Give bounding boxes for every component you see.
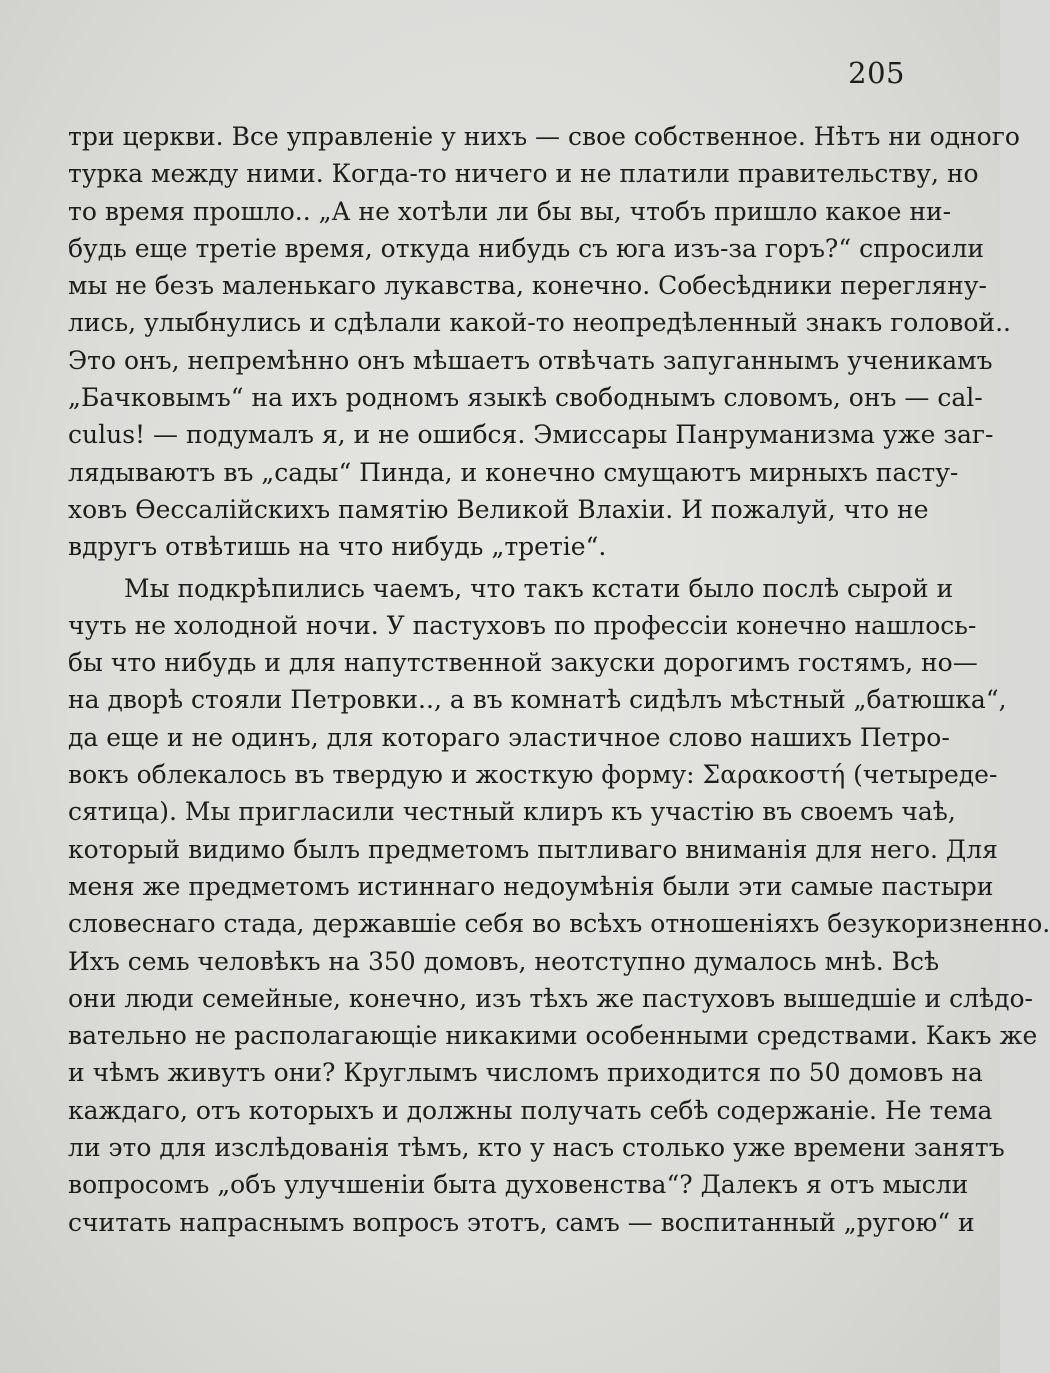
text-line: и чѣмъ живутъ они? Круглымъ числомъ приходится по 50 домовъ на	[68, 1058, 983, 1088]
text-line: лись, улыбнулись и сдѣлали какой-то неопредѣленный знакъ головой..	[68, 308, 1011, 338]
text-line: сятица). Мы пригласили честный клиръ къ участію въ своемъ чаѣ,	[68, 797, 956, 827]
text-line: ховъ Ѳессалійскихъ памятію Великой Влахіи. И пожалуй, что не	[68, 494, 929, 524]
text-line: да еще и не одинъ, для котораго эластичное слово нашихъ Петро-	[68, 722, 950, 752]
text-line: меня же предметомъ истиннаго недоумѣнія были эти самые пастыри	[68, 871, 994, 901]
text-line: „Бачковымъ“ на ихъ родномъ языкѣ свободнымъ словомъ, онъ — cal-	[68, 383, 983, 413]
paragraph-end-line: вдругъ отвѣтишь на что нибудь „третіе“.	[68, 532, 607, 562]
text-line: который видимо былъ предметомъ пытливаго вниманія для него. Для	[68, 834, 998, 864]
text-line: мы не безъ маленькаго лукавства, конечно. Собесѣдники перегляну-	[68, 271, 988, 301]
text-line: culus! — подумалъ я, и не ошибся. Эмиссары Панруманизма уже заг-	[68, 420, 994, 450]
text-line: то время прошло.. „А не хотѣли ли бы вы, чтобъ пришло какое ни-	[68, 196, 952, 226]
text-line: они люди семейные, конечно, изъ тѣхъ же пастуховъ вышедшіе и слѣдо-	[68, 983, 1033, 1013]
text-line: ли это для изслѣдованія тѣмъ, кто у насъ столько уже времени занятъ	[68, 1133, 1005, 1163]
body-text	[68, 118, 1050, 1241]
text-line: считать напраснымъ вопросъ этотъ, самъ — воспитанный „ругою“ и	[68, 1207, 975, 1237]
text-line: лядываютъ въ „сады“ Пинда, и конечно смущаютъ мирныхъ пасту-	[68, 457, 959, 487]
page-number: 205	[848, 56, 905, 90]
text-line: турка между ними. Когда-то ничего и не платили правительству, но	[68, 159, 979, 189]
text-line: вопросомъ „объ улучшеніи быта духовенства“? Далекъ я отъ мысли	[68, 1170, 969, 1200]
text-line: бы что нибудь и для напутственной закуски дорогимъ гостямъ, но—	[68, 648, 978, 678]
text-line: на дворѣ стояли Петровки.., а въ комнатѣ сидѣлъ мѣстный „батюшка“,	[68, 685, 1007, 715]
text-line: вательно не располагающіе никакими особенными средствами. Какъ же	[68, 1021, 1038, 1051]
text-line: будь еще третіе время, откуда нибудь съ юга изъ-за горъ?“ спросили	[68, 233, 984, 263]
text-line: Это онъ, непремѣнно онъ мѣшаетъ отвѣчать запуганнымъ ученикамъ	[68, 345, 993, 375]
text-line: чуть не холодной ночи. У пастуховъ по профессіи конечно нашлось-	[68, 610, 977, 640]
text-line: вокъ облекалось въ твердую и жосткую форму: Σαρακοστή (четыреде-	[68, 760, 998, 790]
text-line: Ихъ семь человѣкъ на 350 домовъ, неотступно думалось мнѣ. Всѣ	[68, 946, 940, 976]
text-line: каждаго, отъ которыхъ и должны получать себѣ содержаніе. Не тема	[68, 1095, 993, 1125]
paragraph-start-line: Мы подкрѣпились чаемъ, что такъ кстати было послѣ сырой и	[124, 573, 954, 603]
text-line: словеснаго стада, державшіе себя во всѣхъ отношеніяхъ безукоризненно.	[68, 909, 1050, 939]
text-line: три церкви. Все управленіе у нихъ — свое собственное. Нѣтъ ни одного	[68, 122, 1020, 151]
